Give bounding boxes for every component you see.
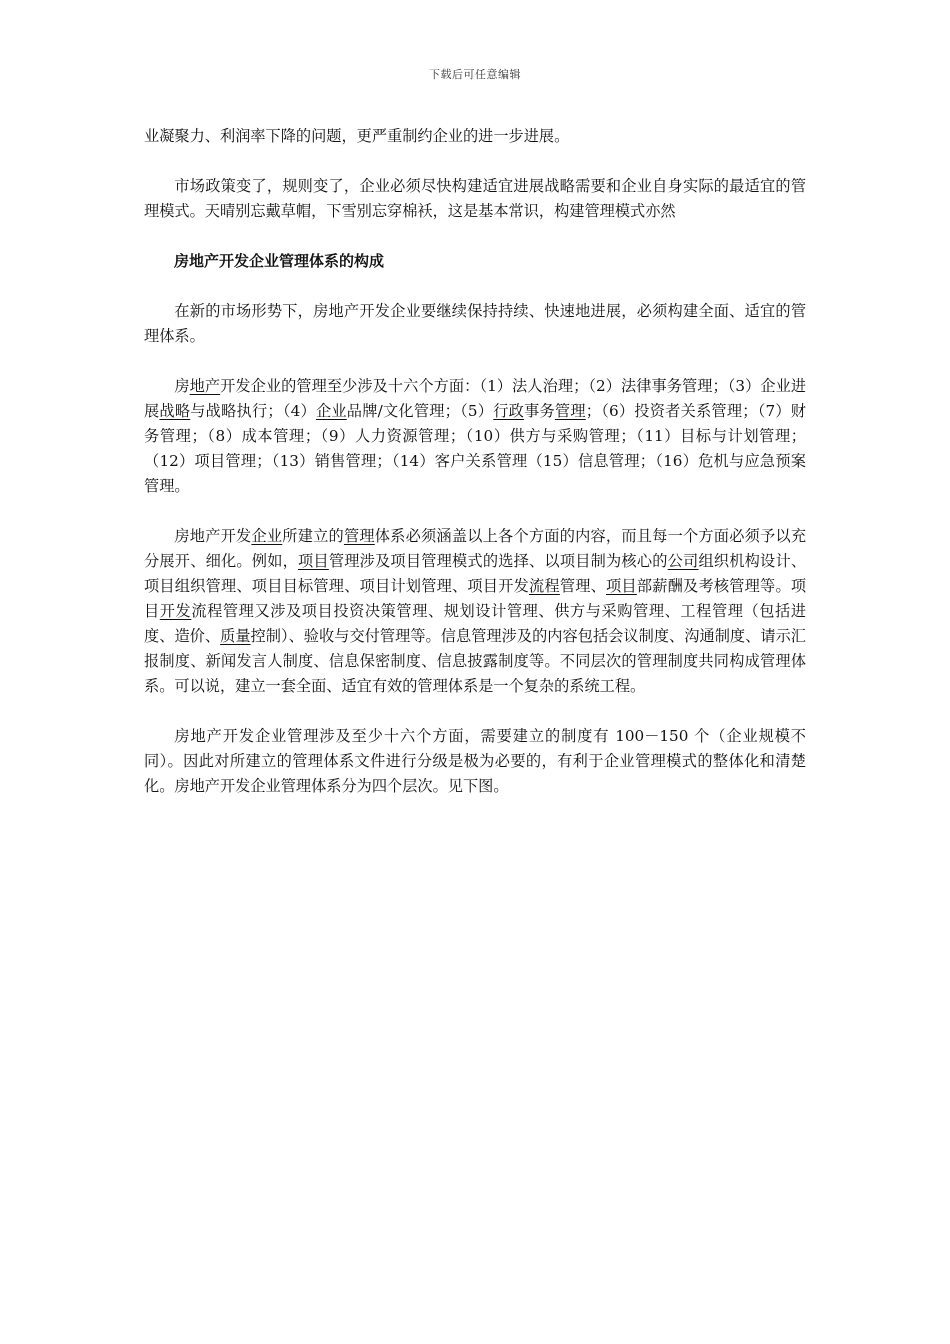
text-segment: 与战略执行；（4） — [190, 402, 316, 420]
paragraph-four-levels: 房地产开发企业管理涉及至少十六个方面，需要建立的制度有 100－150 个（企业规模不同）。因此对所建立的管理体系文件进行分级是极为必要的，有利于企业管理模式的整体化和清楚化。房地产开发企业管理体系分为四个层次。见下图。 — [144, 727, 806, 795]
text-segment: 管理、 — [559, 577, 607, 595]
text-segment: 组织机构设计、项目组织管理、项目目标管理、项目计划管理、项目开发 — [144, 552, 807, 595]
underlined-term: 行政 — [493, 402, 525, 420]
underlined-term: 战略 — [159, 402, 191, 420]
underlined-term: 质量 — [220, 627, 251, 645]
underlined-term: 项目 — [606, 577, 637, 595]
underlined-term: 地产 — [189, 377, 221, 395]
underlined-term: 开发 — [159, 602, 192, 620]
text-segment: 事务 — [524, 402, 555, 420]
page-header: 下载后可任意编辑 — [429, 68, 521, 81]
underlined-term: 流程 — [529, 577, 560, 595]
paragraph-management-system — [144, 524, 806, 699]
text-segment: 部薪酬及考核管理等。项目 — [144, 577, 807, 620]
text-segment: ；（6）投资者关系管理；（7）财务管理；（8）成本管理；（9）人力资源管理；（10）供方与采购管理；（11）目标与计划管理；（12）项目管理；（13）销售管理；（14）客户关系管理（15）信息管理；（16）危机与应急预案管理。 — [144, 402, 806, 495]
underlined-term: 企业 — [251, 527, 283, 545]
underlined-term: 管理 — [554, 402, 586, 420]
text-segment: 开发企业的管理至少涉及十六个方面：（1）法人治理；（2）法律事务管理；（3）企业进展 — [144, 377, 807, 420]
document-body — [144, 124, 806, 824]
text-segment: 体系必须涵盖以上各个方面的内容，而且每一个方面必须予以充分展开、细化。例如， — [144, 527, 807, 570]
text-segment: 管理涉及项目管理模式的选择、以项目制为核心的 — [328, 552, 668, 570]
underlined-term: 公司 — [667, 552, 699, 570]
text-segment: 品牌/文化管理；（5） — [346, 402, 494, 420]
paragraph-market-policy: 市场政策变了，规则变了，企业必须尽快构建适宜进展战略需要和企业自身实际的最适宜的管理模式。天晴别忘戴草帽，下雪别忘穿棉袄，这是基本常识，构建管理模式亦然 — [144, 177, 806, 220]
text-segment: 控制）、验收与交付管理等。信息管理涉及的内容包括会议制度、沟通制度、请示汇报制度、新闻发言人制度、信息保密制度、信息披露制度等。不同层次的管理制度共同构成管理体系。可以说，建立一套全面、适宜有效的管理体系是一个复杂的系统工程。 — [144, 627, 806, 695]
paragraph-market-situation: 在新的市场形势下，房地产开发企业要继续保持持续、快速地进展，必须构建全面、适宜的管理体系。 — [144, 302, 806, 345]
paragraph-sixteen-aspects — [144, 374, 806, 499]
section-heading: 房地产开发企业管理体系的构成 — [174, 252, 385, 270]
underlined-term: 企业 — [315, 402, 347, 420]
text-segment: 房 — [174, 377, 190, 395]
text-segment: 所建立的 — [282, 527, 344, 545]
text-segment: 房地产开发 — [174, 527, 252, 545]
underlined-term: 项目 — [298, 552, 329, 570]
underlined-term: 管理 — [343, 527, 375, 545]
text-segment: 流程管理又涉及项目投资决策管理、规划设计管理、供方与采购管理、工程管理（包括进度、造价、 — [144, 602, 807, 645]
paragraph-continuation: 业凝聚力、利润率下降的问题，更严重制约企业的进一步进展。 — [144, 127, 570, 145]
